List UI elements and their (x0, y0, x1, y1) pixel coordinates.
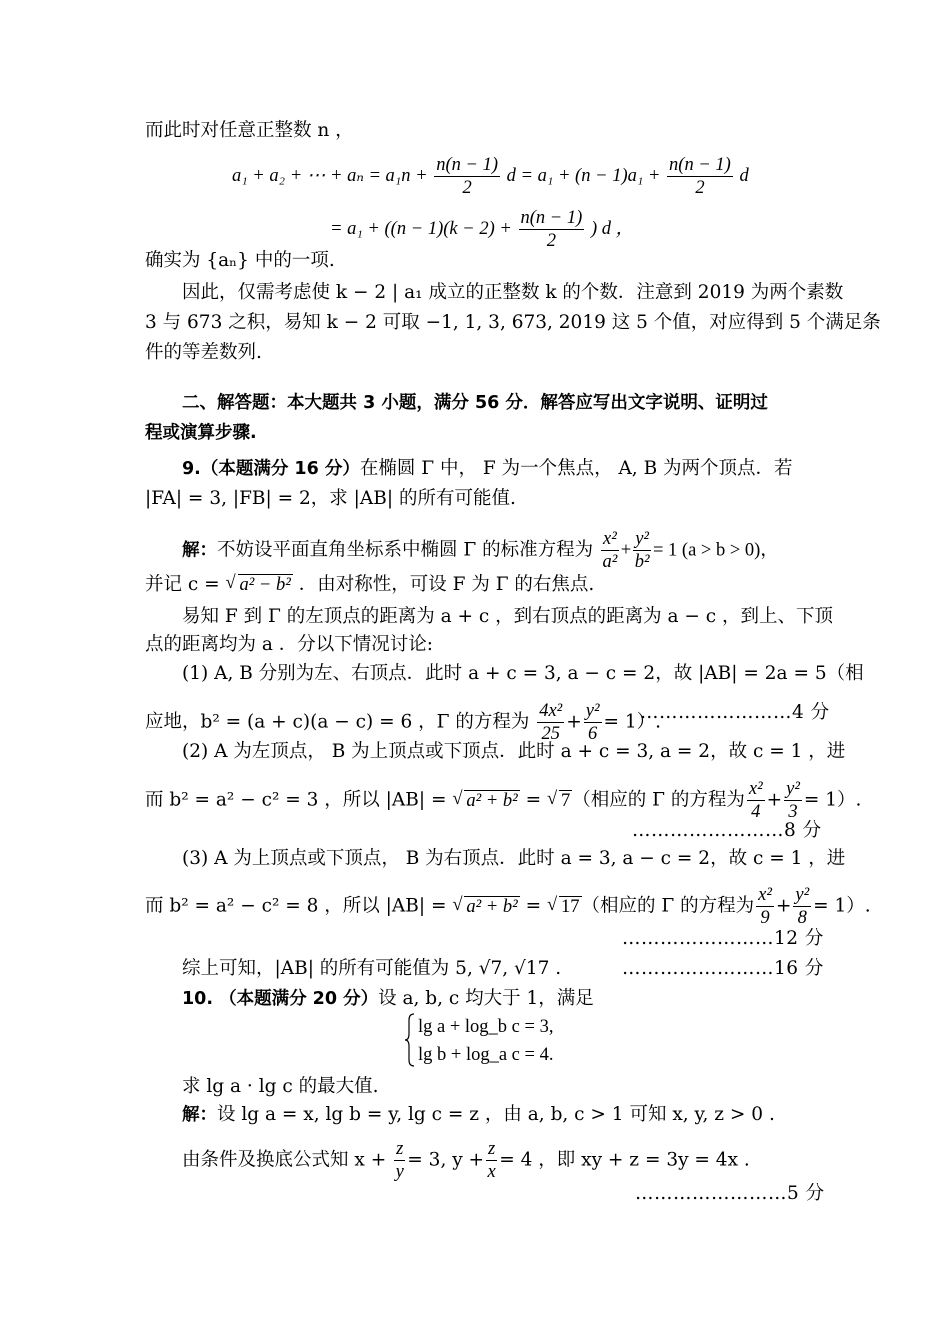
sol9-frac-x-num: x² (603, 529, 617, 549)
eq2-fraction (519, 207, 585, 252)
case2-sqrt-2: √ 7 (547, 788, 571, 811)
sol9-line-3: 易知 F 到 Γ 的左顶点的距离为 a + c ，到右顶点的距离为 a − c ，到上、下顶 (182, 606, 834, 627)
case2-frac-1 (747, 778, 765, 823)
q9-line-2: |FA| = 3, |FB| = 2，求 |AB| 的所有可能值. (145, 488, 516, 509)
sol10-score: ……………………5 分 (635, 1183, 825, 1204)
brace-icon (404, 1012, 416, 1068)
case1-score: ……………………4 分 (640, 702, 830, 723)
case1-end: = 1）. (603, 711, 662, 733)
case3-sqrt1-radicand: a² + b² (466, 896, 518, 917)
case2-sqrt1-radicand: a² + b² (466, 790, 518, 811)
sol9-frac-y-num: y² (635, 529, 649, 549)
case3-sqrt-1: √ a² + b² (452, 894, 518, 917)
sol10-line-2 (182, 1138, 750, 1183)
case3-end: = 1）. (813, 895, 871, 917)
eq1-frac-den: 2 (462, 178, 472, 198)
case3-sqrt2-radicand: 17 (561, 896, 580, 917)
case2-sqrt2-radicand: 7 (561, 790, 571, 811)
sol9-plus: + (620, 540, 632, 561)
q10-ask: 求 lg a · lg c 的最大值. (182, 1076, 379, 1097)
eq2-start: = a₁ + ((n − 1)(k − 2) + (330, 218, 512, 239)
eq1-mid: d = a₁ + (n − 1)a₁ + (506, 165, 661, 186)
eq1-end: d (739, 165, 749, 186)
case3-text: 而 b² = a² − c² = 8 ，所以 |AB| = (145, 895, 447, 917)
sol10-frac2-num: z (488, 1139, 496, 1159)
therefore-line-2: 3 与 673 之积，易知 k − 2 可取 −1, 1, 3, 673, 2019 这 5 个值，对应得到 5 个满足条 (145, 312, 881, 333)
case2-score: ……………………8 分 (632, 820, 822, 841)
sol10-text-2-end: = 4 ，即 xy + z = 3y = 4x . (499, 1149, 750, 1171)
sol9-frac-y (633, 528, 651, 573)
eq1-frac-num: n(n − 1) (436, 155, 499, 175)
case2-mid: （相应的 Γ 的方程为 (572, 789, 745, 811)
case2-eq: = (525, 789, 542, 811)
case3-frac-2 (793, 884, 811, 929)
sol10-frac-1 (394, 1138, 405, 1183)
case3-score: ……………………12 分 (622, 928, 824, 949)
eq1-fraction-2 (667, 154, 733, 199)
case1-line-2: 应地，b² = (a + c)(a − c) = 6 ，Γ 的方程为 $\frac{\text{4x²}}{25}$ + $\frac{\text{y²}}{6}$ = 1）. (145, 701, 662, 744)
confirm-line: 确实为 {aₙ} 中的一项. (145, 250, 335, 271)
intro-line: 而此时对任意正整数 n ， (145, 120, 354, 141)
case3-mid: （相应的 Γ 的方程为 (581, 895, 755, 917)
sol10-label: 解： (182, 1105, 217, 1125)
case2-frac1-den: 4 (751, 802, 761, 822)
sol9-frac-x-den: a² (602, 552, 618, 572)
system-eq-1: lg a + log_b c = 3, (418, 1017, 554, 1037)
therefore-line-1: 因此，仅需考虑使 k − 2 | a₁ 成立的正整数 k 的个数．注意到 2019 为两个素数 (182, 282, 844, 303)
q10-text: 设 a, b, c 均大于 1，满足 (378, 988, 594, 1009)
sol9-frac-x (601, 528, 619, 573)
case3-frac-1 (756, 884, 774, 929)
equation-sum (232, 154, 749, 199)
case2-frac-2 (784, 778, 802, 823)
case1-frac2-num: y² (585, 701, 600, 721)
sol9-line-4: 点的距离均为 a ．分以下情况讨论: (145, 634, 434, 655)
case2-text: 而 b² = a² − c² = 3 ，所以 |AB| = (145, 789, 447, 811)
eq1-frac2-den: 2 (695, 178, 705, 198)
q9-text-1: 在椭圆 Γ 中， F 为一个焦点， A, B 为两个顶点．若 (359, 458, 793, 479)
case3-line-1: (3) A 为上顶点或下顶点， B 为右顶点．此时 a = 3, a − c = 2，故 c = 1 ，进 (182, 848, 846, 869)
sol9-text-1: 不妨设平面直角坐标系中椭圆 Γ 的标准方程为 (217, 539, 594, 561)
eq1-lhs: a₁ + a₂ + ⋯ + aₙ = a₁n + (232, 165, 428, 186)
summary-line: 综上可知，|AB| 的所有可能值为 5, √7, √17 . (182, 958, 562, 979)
sol9-text-2a: 并记 c = (145, 574, 220, 595)
q10-label: 10. （本题满分 20 分） (182, 989, 379, 1009)
sol10-frac-2 (486, 1138, 497, 1183)
eq1-fraction (434, 154, 500, 199)
sol9-frac-y-den: b² (634, 552, 650, 572)
case1-frac2-den: 6 (588, 724, 598, 744)
case3-frac2-den: 8 (797, 908, 807, 928)
sol9-sqrt: √ a² − b² (225, 573, 291, 595)
q9-line-1 (182, 456, 793, 482)
system-brace (404, 1012, 416, 1068)
sol9-line-1 (182, 528, 779, 573)
sol10-frac2-den: x (487, 1162, 496, 1182)
sol9-label: 解： (182, 540, 217, 561)
section-heading-line-1: 二、解答题：本大题共 3 小题，满分 56 分．解答应写出文字说明、证明过 (182, 393, 768, 413)
eq2-frac-num: n(n − 1) (520, 208, 583, 228)
case3-frac2-num: y² (795, 885, 810, 905)
case2-sqrt-1: √ a² + b² (452, 788, 518, 811)
q10-line (182, 986, 594, 1012)
summary-score: ……………………16 分 (622, 958, 824, 979)
case1-frac1-num: 4x² (539, 701, 563, 721)
case2-frac1-num: x² (748, 779, 763, 799)
therefore-line-3: 件的等差数列. (145, 342, 262, 363)
case3-frac1-den: 9 (760, 908, 770, 928)
case2-frac2-den: 3 (788, 802, 798, 822)
case2-frac2-num: y² (786, 779, 800, 799)
sol10-frac1-num: z (396, 1139, 404, 1159)
case1-line-1: (1) A, B 分别为左、右顶点．此时 a + c = 3, a − c = 2，故 |AB| = 2a = 5（相 (182, 663, 864, 684)
case2-line-2: 而 b² = a² − c² = 3 ，所以 |AB| = √ a² + b² = √ 7 （相应的 Γ 的方程为 $\frac{\text{x²}}{4}$ + $\frac{\text{y²}}{3}$ = 1）. (145, 779, 862, 822)
eq2-frac-den: 2 (546, 231, 557, 251)
sol10-text-2-start: 由条件及换底公式知 x + (182, 1149, 387, 1171)
sol9-sqrt-radicand: a² − b² (239, 575, 291, 595)
sol10-text-1: 设 lg a = x, lg b = y, lg c = z ，由 a, b, c > 1 可知 x, y, z > 0 . (217, 1104, 775, 1125)
q9-label: 9.（本题满分 16 分） (182, 459, 360, 479)
system-eq-2: lg b + log_a c = 4. (418, 1045, 554, 1065)
sol10-text-2-mid: = 3, y + (407, 1149, 485, 1171)
case3-frac1-num: x² (758, 885, 772, 905)
case3-sqrt-2: √ 17 (547, 894, 580, 917)
case3-eq: = (525, 895, 542, 917)
eq2-end: ) d ， (590, 218, 635, 239)
case2-end: = 1）. (803, 789, 862, 811)
case2-line-1: (2) A 为左顶点， B 为上顶点或下顶点．此时 a + c = 3, a = 2，故 c = 1 ，进 (182, 741, 846, 762)
equation-continued (330, 207, 634, 252)
sol9-text-2b: ．由对称性，可设 F 为 Γ 的右焦点. (298, 574, 595, 595)
eq1-frac2-num: n(n − 1) (669, 155, 731, 175)
case3-line-2: 而 b² = a² − c² = 8 ，所以 |AB| = √ a² + b² = √ 17 （相应的 Γ 的方程为 $\frac{\text{x²}}{9}$ + $\frac{\text{y²}}{8}$ = 1）. (145, 885, 871, 928)
case1-text: 应地，b² = (a + c)(a − c) = 6 ，Γ 的方程为 (145, 711, 530, 733)
sol10-frac1-den: y (395, 1162, 404, 1182)
sol10-line-1 (182, 1102, 775, 1128)
section-heading-line-2: 程或演算步骤. (145, 423, 257, 443)
sol9-eq-end: = 1 (a > b > 0)， (652, 540, 779, 561)
case1-frac1-den: 25 (541, 724, 560, 744)
sol9-line-2 (145, 572, 594, 598)
